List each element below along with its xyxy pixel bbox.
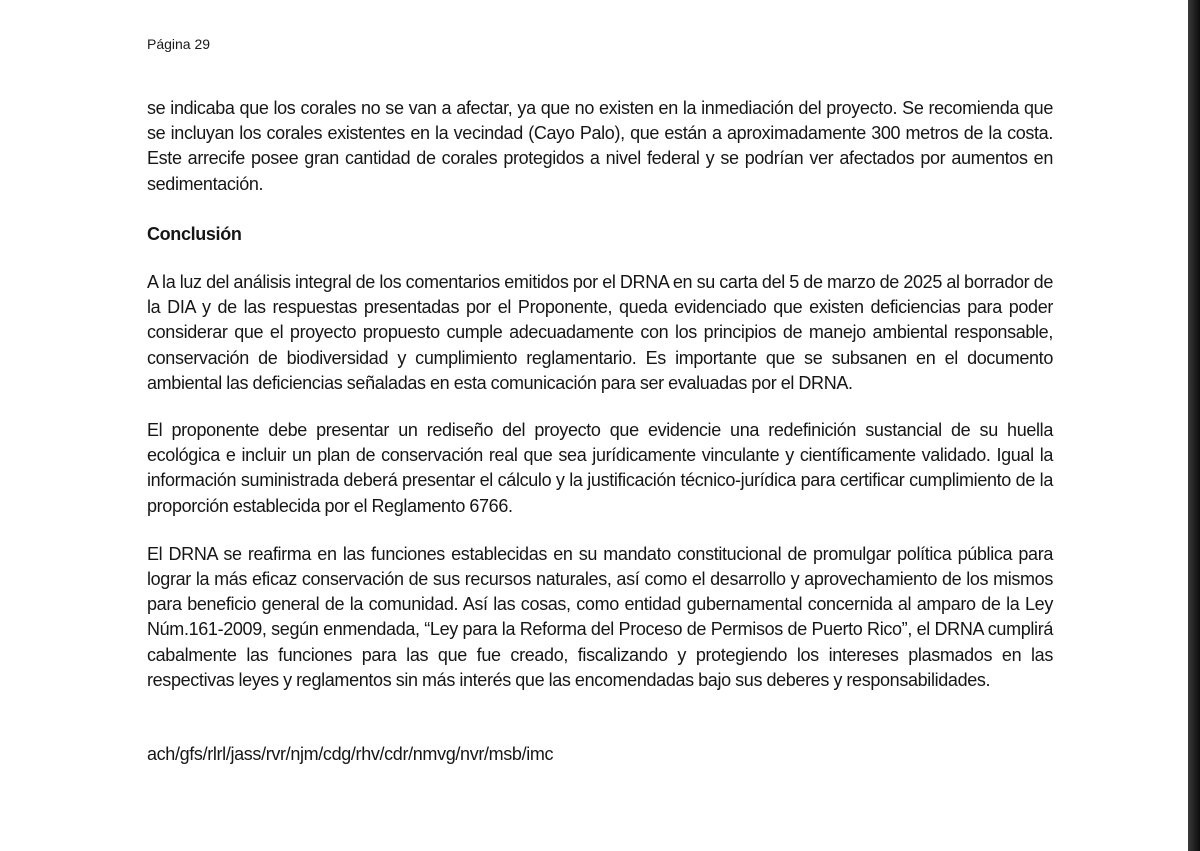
paragraph-intro: se indicaba que los corales no se van a afectar, ya que no existen en la inmediación del proyecto. Se recomienda que se incluyan los corales existentes en la vecindad (Cayo Palo), que están a aproximadamente 300 metros de la costa. Este arrecife posee gran cantidad de corales protegidos a nivel federal y se podrían ver afectados por aumentos en sedimentación.: [147, 98, 1053, 194]
reference-initials: ach/gfs/rlrl/jass/rvr/njm/cdg/rhv/cdr/nmvg/nvr/msb/imc: [147, 744, 554, 765]
page-number: Página 29: [147, 36, 211, 52]
document-body: [147, 96, 1053, 767]
paragraph-conclusion-2: El proponente debe presentar un rediseño del proyecto que evidencie una redefinición sustancial de su huella ecológica e incluir un plan de conservación real que sea jurídicamente vinculante y científicamente validado. Igual la información suministrada deberá presentar el cálculo y la justificación técnico-jurídica para certificar cumplimiento de la proporción establecida por el Reglamento 6766.: [147, 420, 1053, 516]
paragraph-conclusion-3: El DRNA se reafirma en las funciones establecidas en su mandato constitucional de promulgar política pública para lograr la más eficaz conservación de sus recursos naturales, así como el desarrollo y aprovechamiento de los mismos para beneficio general de la comunidad. Así las cosas, como entidad gubernamental concernida al amparo de la Ley Núm.161-2009, según enmendada, “Ley para la Reforma del Proceso de Permisos de Puerto Rico”, el DRNA cumplirá cabalmente las funciones para las que fue creado, fiscalizando y protegiendo los intereses plasmados en las respectivas leyes y reglamentos sin más interés que las encomendadas bajo sus deberes y responsabilidades.: [147, 543, 1053, 690]
conclusion-heading: Conclusión: [147, 223, 242, 244]
page-edge-shadow: [1188, 0, 1200, 851]
paragraph-conclusion-1: A la luz del análisis integral de los comentarios emitidos por el DRNA en su carta del 5 de marzo de 2025 al borrador de la DIA y de las respuestas presentadas por el Proponente, queda evidenciado que existen deficiencias para poder considerar que el proyecto propuesto cumple adecuadamente con los principios de manejo ambiental responsable, conservación de biodiversidad y cumplimiento reglamentario. Es importante que se subsanen en el documento ambiental las deficiencias señaladas en esta comunicación para ser evaluadas por el DRNA.: [147, 272, 1053, 393]
